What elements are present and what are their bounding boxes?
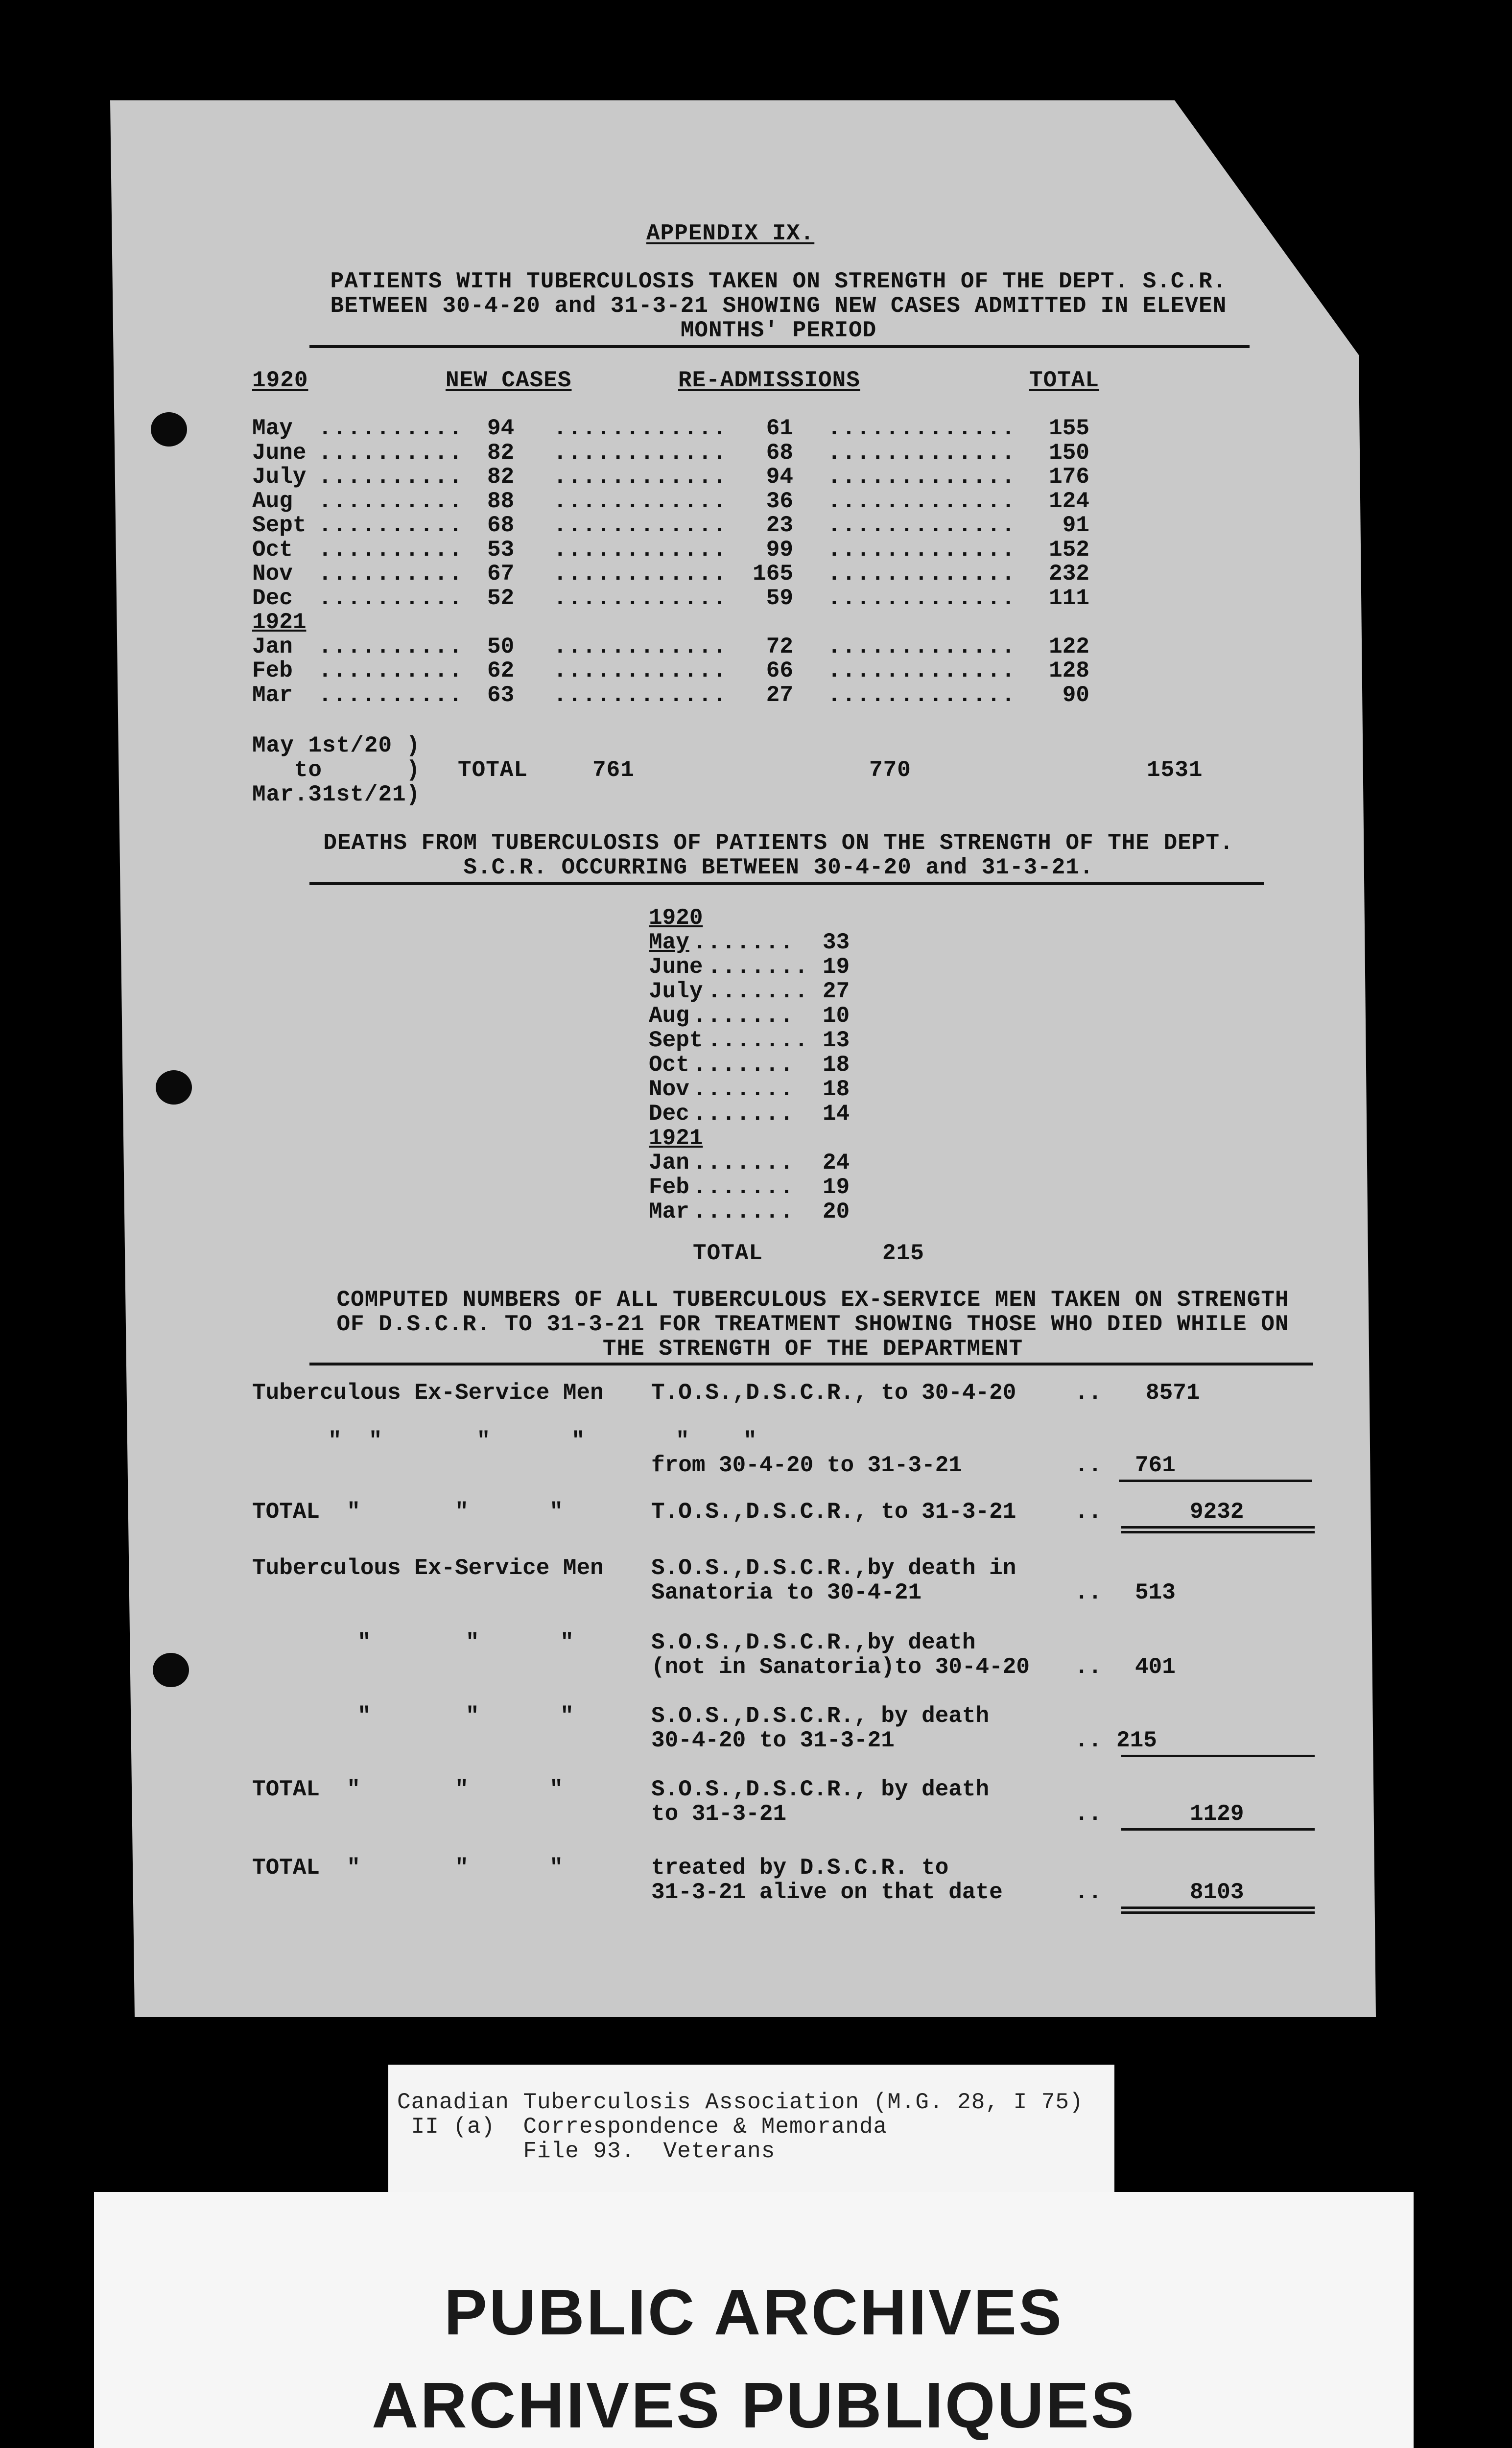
new-cases-value: 52 <box>487 586 515 611</box>
computed-row-description: from 30-4-20 to 31-3-21 <box>651 1453 962 1478</box>
computed-row-label: " " " <box>357 1703 574 1729</box>
year-label: 1921 <box>649 1126 703 1151</box>
leader-dots: ....... <box>693 1175 795 1200</box>
computed-title-line: THE STRENGTH OF THE DEPARTMENT <box>602 1336 1023 1362</box>
leader-dots: .. <box>1075 1453 1102 1478</box>
computed-row-description: 31-3-21 alive on that date <box>651 1880 1003 1905</box>
re-admissions-value: 66 <box>766 658 793 683</box>
row-total-value: 176 <box>1049 464 1089 490</box>
label-line: Canadian Tuberculosis Association (M.G. 28, I 75) <box>397 2090 1084 2115</box>
computed-row-description: (not in Sanatoria)to 30-4-20 <box>651 1654 1030 1680</box>
leader-dots: ............ <box>553 561 728 587</box>
leader-dots: ............. <box>827 464 1016 490</box>
row-total-value: 124 <box>1049 489 1089 514</box>
row-total-value: 90 <box>1062 683 1089 708</box>
re-admissions-value: 165 <box>753 561 793 587</box>
computed-value: 401 <box>1135 1654 1176 1680</box>
column-header-new-cases: NEW CASES <box>446 368 572 393</box>
re-admissions-value: 61 <box>766 416 793 441</box>
column-header-readmissions: RE-ADMISSIONS <box>678 368 860 393</box>
death-count-value: 27 <box>823 979 850 1004</box>
death-count-value: 24 <box>823 1150 850 1176</box>
month-label: June <box>649 954 703 980</box>
row-total-value: 91 <box>1062 513 1089 538</box>
leader-dots: ............. <box>827 416 1016 441</box>
sum-rule <box>1119 1480 1312 1482</box>
row-total-value: 111 <box>1049 586 1089 611</box>
leader-dots: .. <box>1075 1654 1102 1680</box>
computed-value: 8103 <box>1190 1880 1244 1905</box>
leader-dots: .......... <box>318 440 464 466</box>
death-count-value: 18 <box>823 1052 850 1078</box>
total-readmissions: 770 <box>869 757 911 783</box>
intro-line: MONTHS' PERIOD <box>680 318 877 343</box>
column-header-year: 1920 <box>252 368 308 393</box>
leader-dots: ............. <box>827 561 1016 587</box>
leader-dots: .. <box>1075 1801 1102 1827</box>
computed-row-label: " " " <box>357 1630 574 1655</box>
computed-row-description: S.O.S.,D.S.C.R.,by death <box>651 1630 976 1655</box>
row-total-value: 232 <box>1049 561 1089 587</box>
computed-row-label: Tuberculous Ex-Service Men <box>252 1555 604 1581</box>
new-cases-value: 82 <box>487 440 515 466</box>
month-label: May <box>649 930 689 955</box>
leader-dots: .......... <box>318 489 464 514</box>
punch-hole <box>153 1653 189 1687</box>
computed-row-label: TOTAL " " " <box>252 1855 563 1881</box>
month-label: May <box>252 416 293 441</box>
period-line: to ) <box>252 757 421 783</box>
leader-dots: ....... <box>708 1028 809 1053</box>
intro-line: BETWEEN 30-4-20 and 31-3-21 SHOWING NEW CASES ADMITTED IN ELEVEN <box>330 293 1227 319</box>
leader-dots: ............. <box>827 634 1016 659</box>
leader-dots: .. <box>1075 1880 1102 1905</box>
computed-row-description: " " <box>676 1428 757 1454</box>
banner-line-2: ARCHIVES PUBLIQUES <box>372 2369 1136 2441</box>
leader-dots: .......... <box>318 586 464 611</box>
computed-value: 8571 <box>1146 1380 1200 1406</box>
year-label: 1920 <box>649 905 703 931</box>
row-total-value: 150 <box>1049 440 1089 466</box>
leader-dots: ....... <box>693 1052 795 1078</box>
death-count-value: 33 <box>823 930 850 955</box>
computed-row-description: S.O.S.,D.S.C.R., by death <box>651 1703 990 1729</box>
computed-value: 215 <box>1116 1728 1157 1753</box>
month-label: Feb <box>649 1175 689 1200</box>
re-admissions-value: 59 <box>766 586 793 611</box>
new-cases-value: 67 <box>487 561 515 587</box>
leader-dots: .......... <box>318 513 464 538</box>
leader-dots: ............. <box>827 658 1016 683</box>
leader-dots: .......... <box>318 464 464 490</box>
computed-value: 9232 <box>1190 1499 1244 1525</box>
re-admissions-value: 23 <box>766 513 793 538</box>
month-label: Jan <box>252 634 293 659</box>
new-cases-value: 63 <box>487 683 515 708</box>
appendix-heading: APPENDIX IX. <box>646 221 815 246</box>
month-label: Sept <box>252 513 307 538</box>
computed-row-label: Tuberculous Ex-Service Men <box>252 1380 604 1406</box>
divider-rule <box>309 882 1264 885</box>
divider-rule <box>309 345 1250 348</box>
leader-dots: .. <box>1075 1728 1102 1753</box>
computed-row-description: S.O.S.,D.S.C.R., by death <box>651 1777 990 1802</box>
grand-total: 1531 <box>1147 757 1203 783</box>
new-cases-value: 50 <box>487 634 515 659</box>
new-cases-value: 68 <box>487 513 515 538</box>
new-cases-value: 94 <box>487 416 515 441</box>
sum-rule <box>1121 1755 1315 1757</box>
leader-dots: ............. <box>827 537 1016 563</box>
row-total-value: 128 <box>1049 658 1089 683</box>
death-count-value: 20 <box>823 1199 850 1224</box>
sum-rule <box>1121 1911 1315 1914</box>
leader-dots: .. <box>1075 1499 1102 1525</box>
leader-dots: .. <box>1075 1380 1102 1406</box>
leader-dots: ....... <box>693 1101 795 1127</box>
leader-dots: .......... <box>318 537 464 563</box>
new-cases-value: 53 <box>487 537 515 563</box>
period-line: May 1st/20 ) <box>252 733 421 758</box>
month-label: Feb <box>252 658 293 683</box>
computed-row-description: 30-4-20 to 31-3-21 <box>651 1728 895 1753</box>
total-new-cases: 761 <box>592 757 635 783</box>
leader-dots: ....... <box>693 1077 795 1102</box>
deaths-title-line: DEATHS FROM TUBERCULOSIS OF PATIENTS ON THE STRENGTH OF THE DEPT. <box>323 830 1234 856</box>
death-count-value: 14 <box>823 1101 850 1127</box>
label-line: II (a) Correspondence & Memoranda <box>397 2114 888 2140</box>
leader-dots: ............. <box>827 440 1016 466</box>
deaths-total-value: 215 <box>882 1241 924 1266</box>
sum-rule <box>1121 1531 1315 1533</box>
month-label: Dec <box>649 1101 689 1127</box>
leader-dots: ............ <box>553 416 728 441</box>
month-label: Nov <box>649 1077 689 1102</box>
leader-dots: ............. <box>827 489 1016 514</box>
leader-dots: ............ <box>553 586 728 611</box>
leader-dots: ............ <box>553 513 728 538</box>
total-label: TOTAL <box>458 757 528 783</box>
computed-row-description: S.O.S.,D.S.C.R.,by death in <box>651 1555 1016 1581</box>
computed-row-description: T.O.S.,D.S.C.R., to 30-4-20 <box>651 1380 1016 1406</box>
leader-dots: ............ <box>553 440 728 466</box>
leader-dots: .......... <box>318 683 464 708</box>
leader-dots: ............ <box>553 489 728 514</box>
month-label: Nov <box>252 561 293 587</box>
re-admissions-value: 36 <box>766 489 793 514</box>
deaths-title-line: S.C.R. OCCURRING BETWEEN 30-4-20 and 31-3-21. <box>463 855 1094 880</box>
death-count-value: 18 <box>823 1077 850 1102</box>
leader-dots: .......... <box>318 634 464 659</box>
leader-dots: ....... <box>693 1199 795 1224</box>
sum-rule <box>1121 1907 1315 1909</box>
punch-hole <box>151 412 187 447</box>
computed-value: 513 <box>1135 1580 1176 1605</box>
intro-line: PATIENTS WITH TUBERCULOSIS TAKEN ON STRENGTH OF THE DEPT. S.C.R. <box>330 269 1227 294</box>
public-archives-banner <box>94 2192 1414 2448</box>
computed-row-description: T.O.S.,D.S.C.R., to 31-3-21 <box>651 1499 1016 1525</box>
label-line: File 93. Veterans <box>397 2139 776 2164</box>
leader-dots: ............ <box>553 537 728 563</box>
punch-hole <box>156 1070 192 1105</box>
computed-row-description: Sanatoria to 30-4-21 <box>651 1580 922 1605</box>
divider-rule <box>309 1363 1313 1365</box>
month-label: Jan <box>649 1150 689 1176</box>
leader-dots: ....... <box>693 1150 795 1176</box>
row-total-value: 122 <box>1049 634 1089 659</box>
computed-value: 761 <box>1135 1453 1176 1478</box>
death-count-value: 19 <box>823 1175 850 1200</box>
new-cases-value: 62 <box>487 658 515 683</box>
deaths-total-label: TOTAL <box>693 1241 763 1266</box>
month-label: Mar <box>252 683 293 708</box>
month-label: June <box>252 440 307 466</box>
sum-rule <box>1121 1526 1315 1529</box>
re-admissions-value: 68 <box>766 440 793 466</box>
re-admissions-value: 27 <box>766 683 793 708</box>
month-label: July <box>252 464 307 490</box>
computed-title-line: OF D.S.C.R. TO 31-3-21 FOR TREATMENT SHOWING THOSE WHO DIED WHILE ON <box>336 1312 1289 1337</box>
leader-dots: .......... <box>318 416 464 441</box>
month-label: Dec <box>252 586 293 611</box>
new-cases-value: 82 <box>487 464 515 490</box>
year-label: 1921 <box>252 610 307 635</box>
death-count-value: 10 <box>823 1003 850 1029</box>
month-label: Aug <box>649 1003 689 1029</box>
leader-dots: ............. <box>827 683 1016 708</box>
leader-dots: ............. <box>827 513 1016 538</box>
leader-dots: ....... <box>693 1003 795 1029</box>
leader-dots: .......... <box>318 561 464 587</box>
computed-title-line: COMPUTED NUMBERS OF ALL TUBERCULOUS EX-SERVICE MEN TAKEN ON STRENGTH <box>336 1287 1289 1313</box>
month-label: Sept <box>649 1028 703 1053</box>
leader-dots: ............ <box>553 658 728 683</box>
re-admissions-value: 99 <box>766 537 793 563</box>
death-count-value: 13 <box>823 1028 850 1053</box>
leader-dots: ............ <box>553 683 728 708</box>
banner-line-1: PUBLIC ARCHIVES <box>444 2276 1064 2348</box>
month-label: Oct <box>252 537 293 563</box>
new-cases-value: 88 <box>487 489 515 514</box>
month-label: July <box>649 979 703 1004</box>
leader-dots: ....... <box>693 930 795 955</box>
leader-dots: ............ <box>553 464 728 490</box>
month-label: Mar <box>649 1199 689 1224</box>
re-admissions-value: 72 <box>766 634 793 659</box>
month-label: Aug <box>252 489 293 514</box>
computed-row-label: TOTAL " " " <box>252 1777 563 1802</box>
computed-row-label: TOTAL " " " <box>252 1499 563 1525</box>
leader-dots: ............ <box>553 634 728 659</box>
computed-row-label: " " " " <box>328 1428 585 1454</box>
month-label: Oct <box>649 1052 689 1078</box>
column-header-total: TOTAL <box>1029 368 1100 393</box>
death-count-value: 19 <box>823 954 850 980</box>
leader-dots: .......... <box>318 658 464 683</box>
re-admissions-value: 94 <box>766 464 793 490</box>
leader-dots: ............. <box>827 586 1016 611</box>
leader-dots: ....... <box>708 979 809 1004</box>
computed-row-description: to 31-3-21 <box>651 1801 787 1827</box>
leader-dots: ....... <box>708 954 809 980</box>
row-total-value: 155 <box>1049 416 1089 441</box>
leader-dots: .. <box>1075 1580 1102 1605</box>
computed-row-description: treated by D.S.C.R. to <box>651 1855 949 1881</box>
computed-value: 1129 <box>1190 1801 1244 1827</box>
sum-rule <box>1121 1828 1315 1831</box>
period-line: Mar.31st/21) <box>252 782 421 807</box>
row-total-value: 152 <box>1049 537 1089 563</box>
archive-label-card <box>388 2065 1114 2194</box>
